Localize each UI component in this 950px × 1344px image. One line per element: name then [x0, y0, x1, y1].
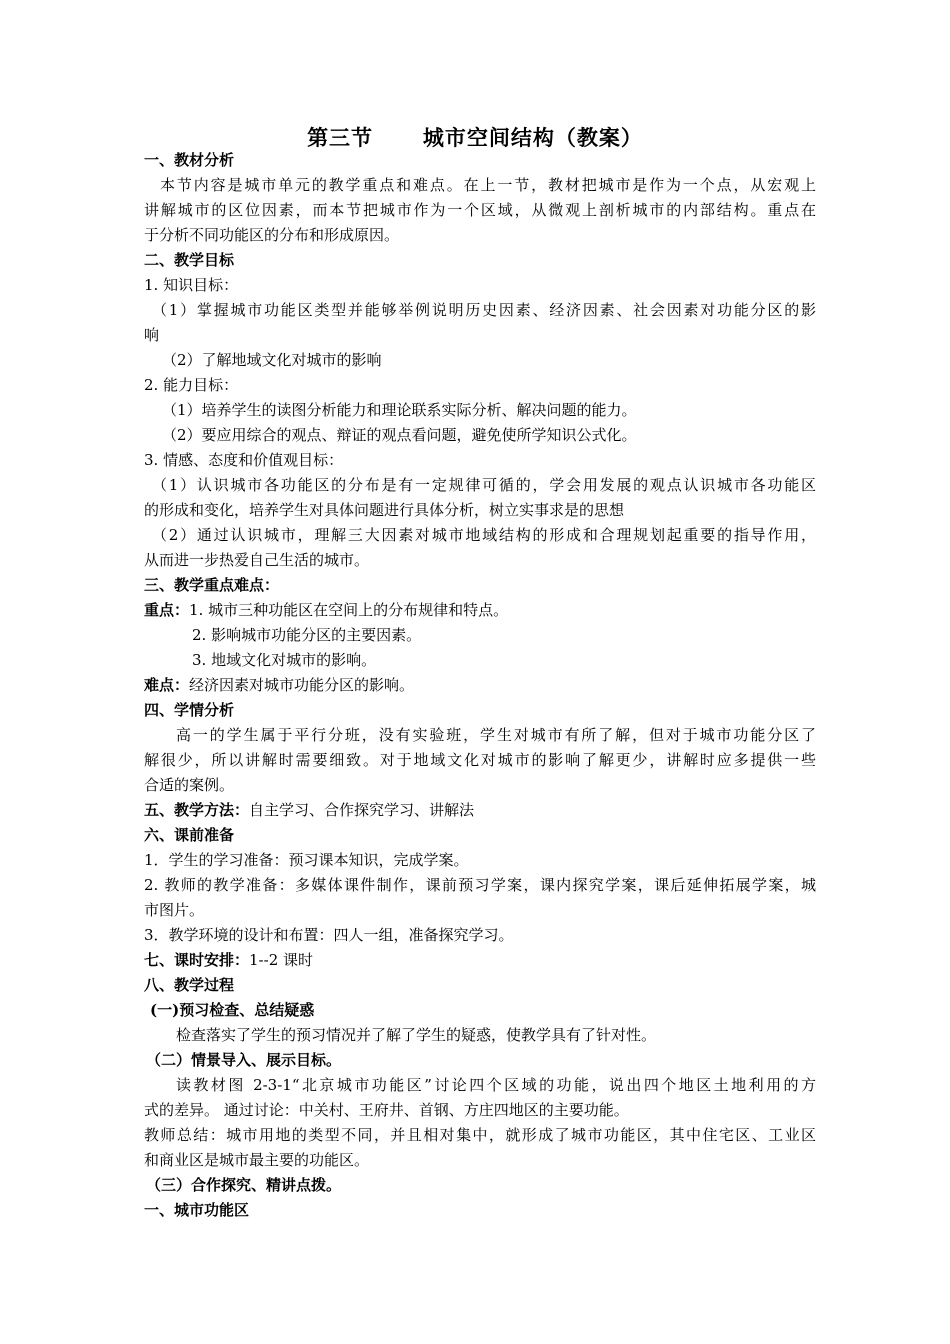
- paragraph-line: 合适的案例。: [144, 776, 235, 794]
- goal-item: （1）培养学生的读图分析能力和理论联系实际分析、解决问题的能力。: [162, 401, 637, 419]
- paragraph-line: 本节内容是城市单元的教学重点和难点。在上一节，教材把城市是作为一个点，从宏观上: [160, 176, 816, 194]
- prep-item-cont: 市图片。: [144, 901, 205, 919]
- paragraph-line: 检查落实了学生的预习情况并了解了学生的疑惑，使教学具有了针对性。: [176, 1026, 657, 1044]
- key-item: 1. 城市三种功能区在空间上的分布规律和特点。: [189, 601, 509, 619]
- goal-ability-label: 2. 能力目标：: [144, 376, 239, 394]
- goal-item: （2）通过认识城市，理解三大因素对城市地域结构的形成和合理规划起重要的指导作用，: [152, 526, 816, 544]
- teaching-method-text: 自主学习、合作探究学习、讲解法: [249, 801, 475, 819]
- subsection-heading: (一)预习检查、总结疑惑: [150, 1001, 315, 1019]
- paragraph-line: 解很少，所以讲解时需要细致。对于地域文化对城市的影响了解更少，讲解时应多提供一些: [144, 751, 816, 769]
- paragraph-line: 高一的学生属于平行分班，没有实验班，学生对城市有所了解，但对于城市功能分区了: [176, 726, 816, 744]
- difficulty-label: 难点：: [144, 676, 190, 694]
- goal-item: （1）认识城市各功能区的分布是有一定规律可循的，学会用发展的观点认识城市各功能区: [152, 476, 816, 494]
- paragraph-line: 讲解城市的区位因素，而本节把城市作为一个区域，从微观上剖析城市的内部结构。重点在: [144, 201, 816, 219]
- subsection-heading: （三）合作探究、精讲点拨。: [146, 1176, 342, 1194]
- prep-item: 2. 教师的教学准备：多媒体课件制作，课前预习学案，课内探究学案，课后延伸拓展学案，城: [144, 876, 816, 894]
- section-heading-student-analysis: 四、学情分析: [144, 701, 235, 719]
- document-title: 第三节 城市空间结构（教案）: [307, 125, 643, 150]
- key-label: 重点：: [144, 601, 190, 619]
- teacher-summary-line: 和商业区是城市最主要的功能区。: [144, 1151, 370, 1169]
- prep-item: 3．教学环境的设计和布置：四人一组，准备探究学习。: [144, 926, 514, 944]
- goal-knowledge-label: 1. 知识目标：: [144, 276, 239, 294]
- goal-item-cont: 的形成和变化，培养学生对具体问题进行具体分析，树立实事求是的思想: [144, 501, 625, 519]
- section-heading-teaching-goals: 二、教学目标: [144, 251, 235, 269]
- goal-emotion-label: 3. 情感、态度和价值观目标：: [144, 451, 344, 469]
- schedule-text: 1--2 课时: [249, 951, 314, 969]
- difficulty-item: 经济因素对城市功能分区的影响。: [189, 676, 415, 694]
- teacher-summary-line: 教师总结：城市用地的类型不同，并且相对集中，就形成了城市功能区，其中住宅区、工业区: [144, 1126, 816, 1144]
- key-point-row: [144, 598, 816, 623]
- paragraph-line: 式的差异。 通过讨论：中关村、王府井、首钢、方庄四地区的主要功能。: [144, 1101, 629, 1119]
- schedule-label: 七、课时安排：: [144, 951, 250, 969]
- schedule-row: [144, 948, 816, 973]
- section-heading-key-points: 三、教学重点难点：: [144, 576, 280, 594]
- prep-item: 1．学生的学习准备：预习课本知识，完成学案。: [144, 851, 469, 869]
- section-heading-textbook-analysis: 一、教材分析: [144, 151, 235, 169]
- goal-item: （2）要应用综合的观点、辩证的观点看问题，避免使所学知识公式化。: [162, 426, 637, 444]
- paragraph-line: 于分析不同功能区的分布和形成原因。: [144, 226, 400, 244]
- goal-item-cont: 响: [144, 326, 160, 344]
- subsection-heading: 一、城市功能区: [144, 1201, 250, 1219]
- paragraph-line: 读教材图 2-3-1“北京城市功能区”讨论四个区域的功能，说出四个地区土地利用的方: [176, 1076, 816, 1094]
- goal-item: （1）掌握城市功能区类型并能够举例说明历史因素、经济因素、社会因素对功能分区的影: [152, 301, 816, 319]
- teaching-method-label: 五、教学方法：: [144, 801, 250, 819]
- section-heading-process: 八、教学过程: [144, 976, 235, 994]
- key-item: 3. 地域文化对城市的影响。: [192, 651, 377, 669]
- section-heading-preparation: 六、课前准备: [144, 826, 235, 844]
- key-item: 2. 影响城市功能分区的主要因素。: [192, 626, 422, 644]
- teaching-method-row: [144, 798, 816, 823]
- difficulty-row: [144, 673, 816, 698]
- goal-item-cont: 从而进一步热爱自己生活的城市。: [144, 551, 370, 569]
- goal-item: （2）了解地域文化对城市的影响: [162, 351, 382, 369]
- subsection-heading: （二）情景导入、展示目标。: [146, 1051, 342, 1069]
